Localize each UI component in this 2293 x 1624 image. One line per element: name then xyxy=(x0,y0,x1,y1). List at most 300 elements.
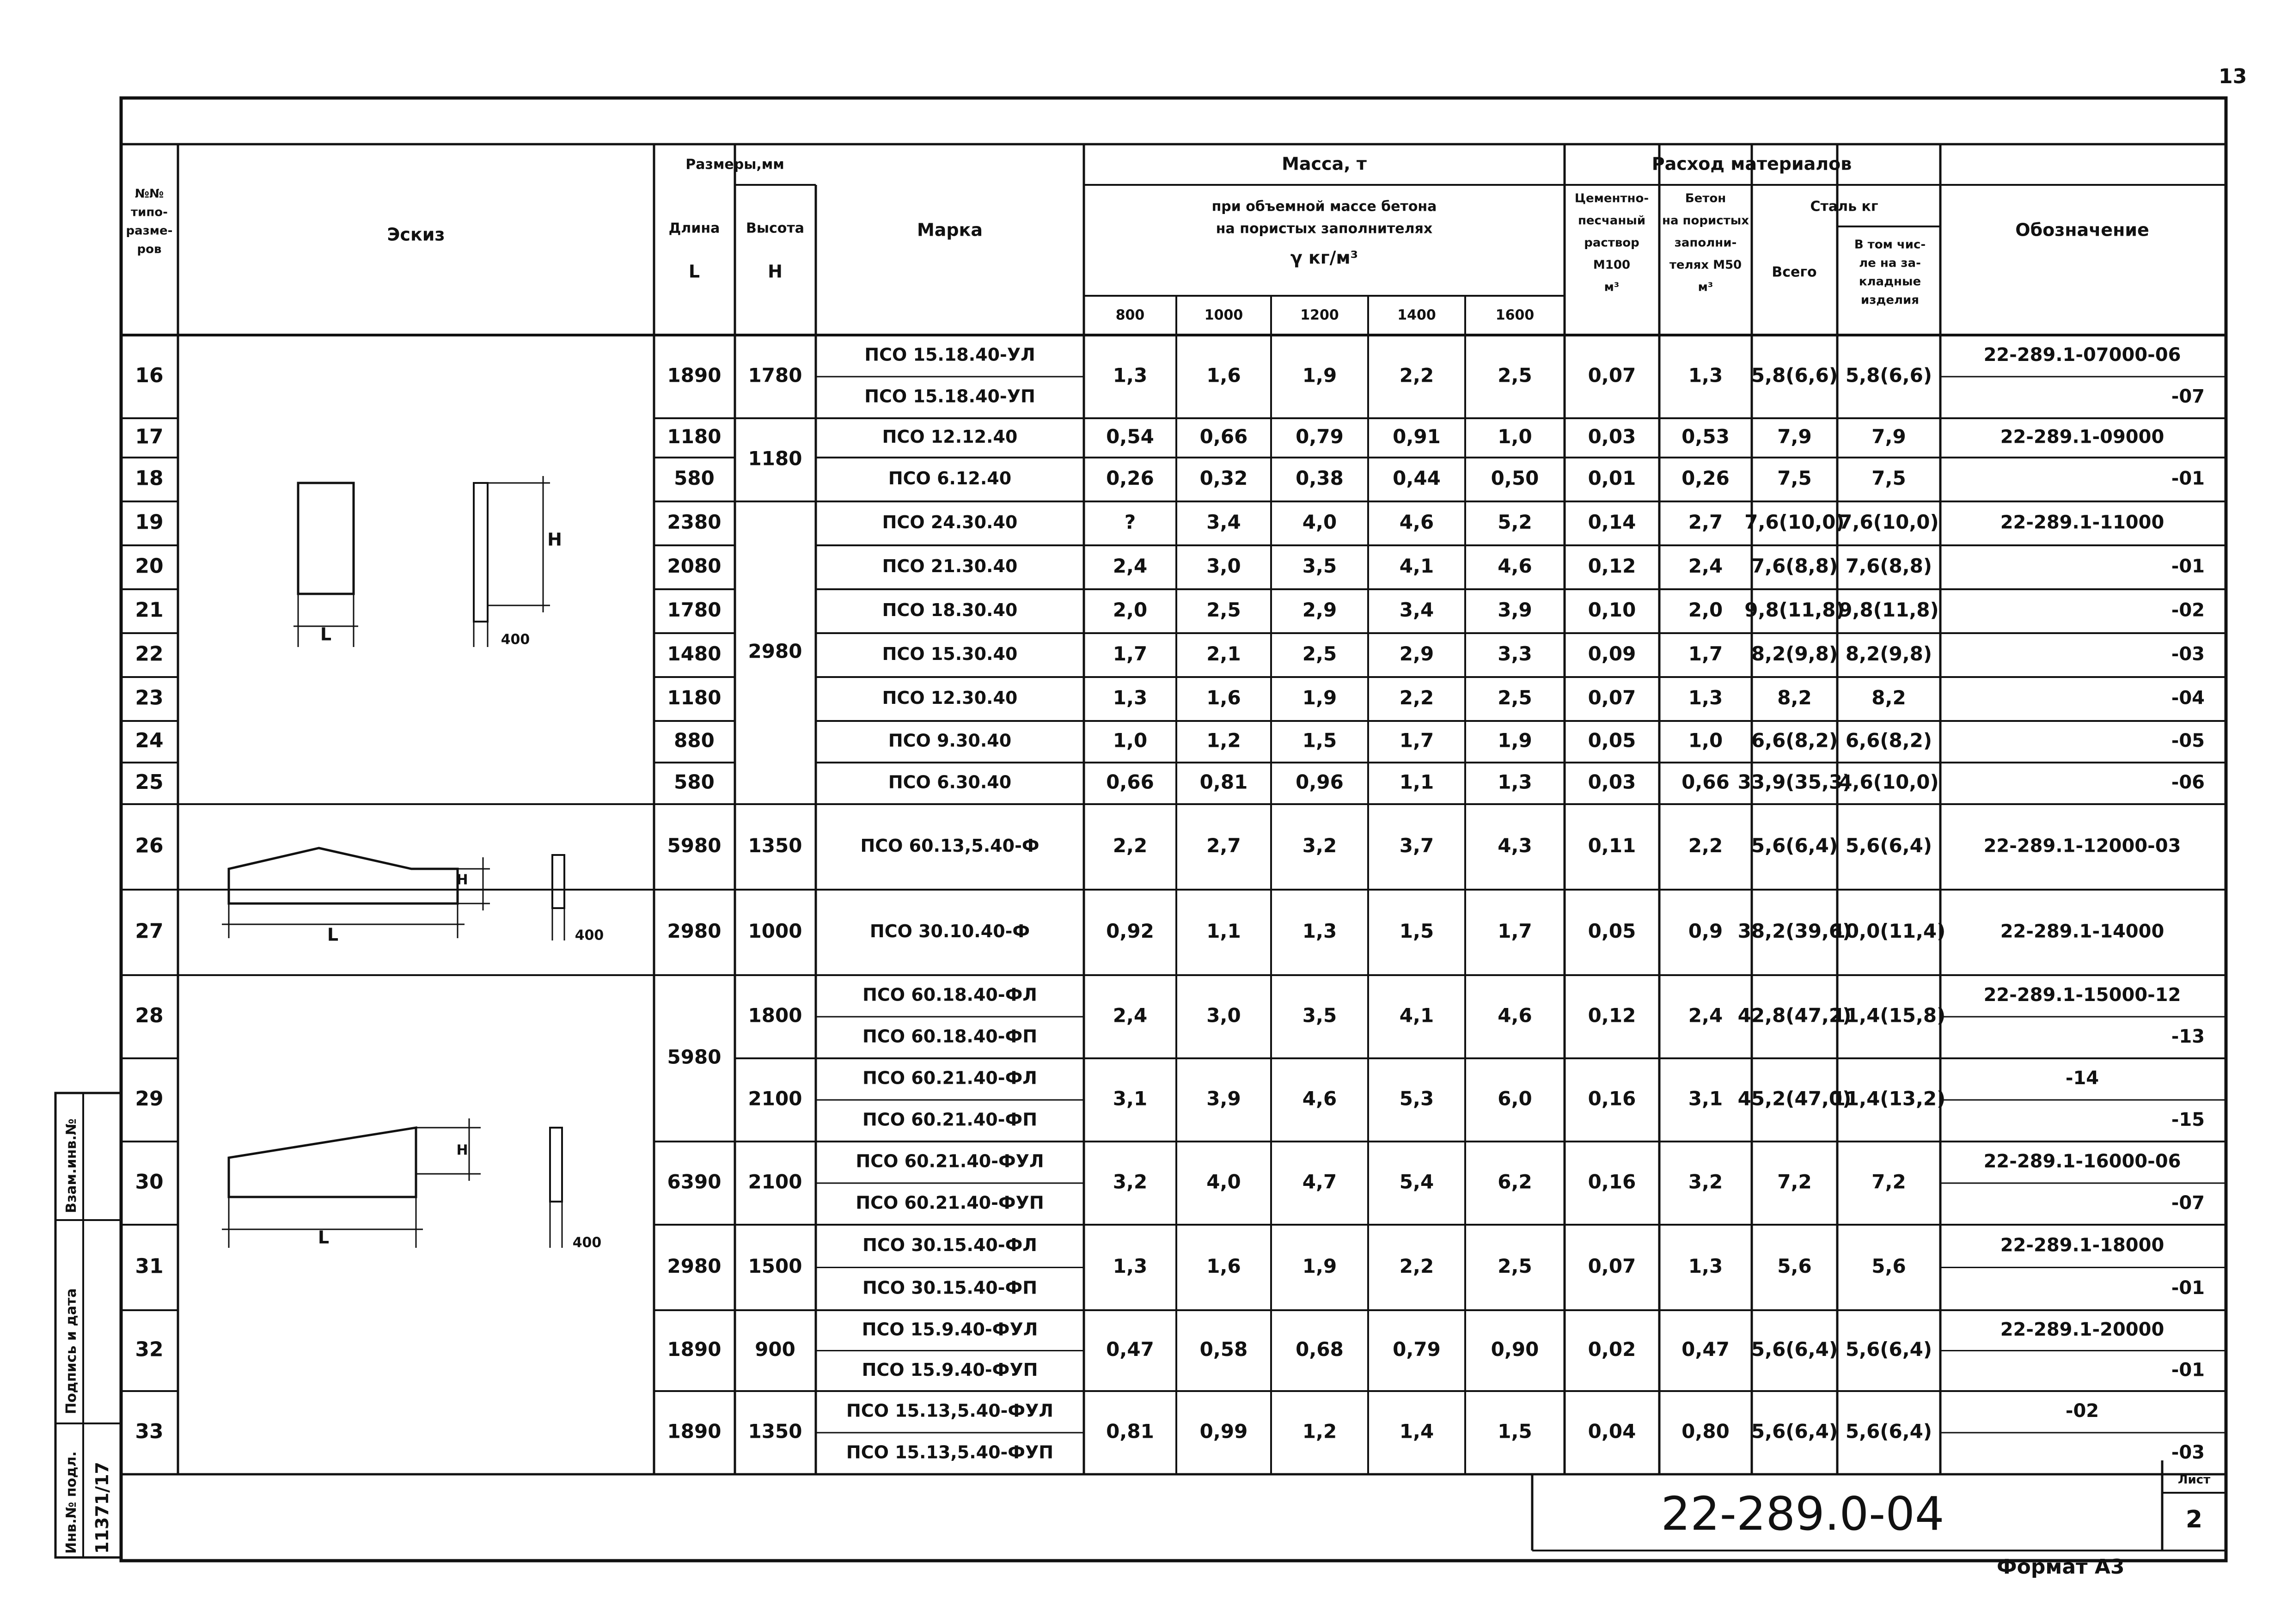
table-row xyxy=(121,640,2226,678)
cell-mark: ПСО 6.30.40 xyxy=(888,772,1012,793)
cell-mass-1200: 4,7 xyxy=(1302,1170,1337,1193)
cell-mark: ПСО 60.13,5.40-Ф xyxy=(860,836,1039,856)
row-number: 19 xyxy=(135,510,164,534)
cell-designation: 22-289.1-20000 xyxy=(2000,1319,2165,1340)
cell-steel-embedded: 4,6(10,0) xyxy=(1839,770,1939,794)
sketches xyxy=(222,476,604,1251)
cell-mark: ПСО 15.13,5.40-ФУП xyxy=(846,1442,1054,1463)
cell-mark: ПСО 18.30.40 xyxy=(882,600,1018,620)
cell-mark: ПСО 21.30.40 xyxy=(882,556,1018,576)
dimension-L xyxy=(222,904,465,938)
cell-concrete: 0,47 xyxy=(1682,1338,1730,1361)
cell-mass-1400: 4,1 xyxy=(1399,1004,1434,1027)
cell-steel-embedded: 8,2 xyxy=(1871,686,1906,709)
table-row xyxy=(121,1234,2226,1310)
row-number: 24 xyxy=(135,729,164,752)
cell-length: 880 xyxy=(674,729,715,752)
cell-mass-1400: 0,91 xyxy=(1393,425,1441,448)
cell-mass-1200: 0,79 xyxy=(1296,425,1344,448)
cell-length: 2380 xyxy=(667,511,722,533)
header-length: Длина xyxy=(668,220,720,237)
row-number: 21 xyxy=(135,598,164,622)
cell-concrete: 2,4 xyxy=(1688,555,1723,577)
cell-mass-1200: 3,2 xyxy=(1302,834,1337,857)
cell-cement: 0,12 xyxy=(1588,1004,1636,1027)
cell-cement: 0,07 xyxy=(1588,364,1636,387)
cell-mass-1600: 2,5 xyxy=(1498,1255,1532,1277)
cell-steel-total: 5,6(6,4) xyxy=(1751,1420,1838,1443)
cell-mark: ПСО 60.18.40-ФЛ xyxy=(862,984,1037,1005)
row-number: 17 xyxy=(135,425,164,449)
cell-steel-embedded: 7,6(10,0) xyxy=(1839,511,1939,533)
cell-cement: 0,07 xyxy=(1588,686,1636,709)
cell-designation: -01 xyxy=(2171,468,2205,489)
cell-height: 1780 xyxy=(748,364,802,387)
table-row xyxy=(121,920,2226,976)
cell-concrete: 1,3 xyxy=(1688,686,1723,709)
label-H: H xyxy=(456,872,468,888)
cell-mass-800: ? xyxy=(1124,511,1136,533)
cell-steel-total: 7,6(8,8) xyxy=(1751,555,1838,577)
label-400: 400 xyxy=(572,1234,602,1251)
cell-mass-1400: 4,1 xyxy=(1399,555,1434,577)
cell-steel-embedded: 10,0(11,4) xyxy=(1832,920,1946,942)
cell-mass-1600: 3,9 xyxy=(1498,598,1532,621)
cell-mass-1400: 5,3 xyxy=(1399,1087,1434,1110)
table-row xyxy=(121,770,2226,804)
header-density-4: 1600 xyxy=(1495,307,1535,324)
cell-mass-1400: 2,9 xyxy=(1399,642,1434,665)
row-number: 25 xyxy=(135,770,164,794)
cell-mark: ПСО 12.30.40 xyxy=(882,688,1018,708)
cell-mark: ПСО 15.13,5.40-ФУЛ xyxy=(846,1400,1053,1421)
cell-cement: 0,03 xyxy=(1588,425,1636,448)
cell-mark: ПСО 60.18.40-ФП xyxy=(862,1026,1037,1047)
cell-steel-embedded: 5,6(6,4) xyxy=(1845,834,1932,857)
cell-mass-1200: 0,96 xyxy=(1296,770,1344,794)
cell-designation: -13 xyxy=(2171,1026,2205,1047)
cell-mass-1600: 6,2 xyxy=(1498,1170,1532,1193)
header-steel-embedded-0: В том чис- xyxy=(1854,238,1926,252)
header-height: Высота xyxy=(746,220,805,237)
header-mass-sub-1: на пористых заполнителях xyxy=(1216,220,1433,237)
cell-length: 2980 xyxy=(667,1255,722,1277)
table-row xyxy=(121,1068,2226,1142)
row-number: 16 xyxy=(135,364,164,387)
header-concrete-2: заполни- xyxy=(1674,236,1737,250)
cell-designation: 22-289.1-18000 xyxy=(2000,1234,2165,1256)
cell-mass-1600: 0,50 xyxy=(1491,467,1539,489)
cell-mass-800: 2,0 xyxy=(1113,598,1148,621)
cell-mass-1400: 4,6 xyxy=(1399,511,1434,533)
sloped-panel-sketch xyxy=(229,1128,416,1197)
cell-steel-embedded: 7,6(8,8) xyxy=(1845,555,1932,577)
stamp-inv-original: Инв.№ подл. xyxy=(63,1451,79,1554)
cell-steel-embedded: 6,6(8,2) xyxy=(1845,729,1932,752)
cell-mass-800: 1,7 xyxy=(1113,642,1148,665)
header-density-0: 800 xyxy=(1115,307,1145,324)
cell-steel-total: 45,2(47,0) xyxy=(1737,1087,1852,1110)
cell-mass-800: 0,92 xyxy=(1106,920,1154,942)
cell-designation: 22-289.1-07000-06 xyxy=(1983,344,2181,366)
table-grid xyxy=(121,144,2226,1474)
cell-mass-800: 0,81 xyxy=(1106,1420,1154,1443)
header-materials: Расход материалов xyxy=(1651,153,1852,174)
cell-concrete: 1,3 xyxy=(1688,364,1723,387)
dimension-400 xyxy=(550,1202,562,1248)
cell-mass-1200: 0,38 xyxy=(1296,467,1344,489)
sheet-number: 2 xyxy=(2185,1506,2203,1533)
cell-designation: 22-289.1-09000 xyxy=(2000,426,2165,448)
cell-mass-1000: 0,99 xyxy=(1199,1420,1248,1443)
cell-steel-total: 8,2(9,8) xyxy=(1751,642,1838,665)
row-number: 18 xyxy=(135,466,164,490)
header-length-symbol: L xyxy=(688,261,700,282)
row-number: 33 xyxy=(135,1420,164,1443)
table-row xyxy=(121,686,2226,721)
cell-mass-1400: 0,79 xyxy=(1393,1338,1441,1361)
cell-mass-1000: 0,66 xyxy=(1199,425,1248,448)
table-row xyxy=(121,425,2226,470)
cell-length: 1780 xyxy=(667,598,722,621)
cell-length: 6390 xyxy=(667,1170,722,1193)
cell-steel-embedded: 11,4(13,2) xyxy=(1832,1087,1946,1110)
cell-mass-1000: 1,2 xyxy=(1206,729,1241,752)
cell-designation: -04 xyxy=(2171,687,2205,709)
sloped-side-sketch xyxy=(550,1128,562,1202)
cell-designation: 22-289.1-16000-06 xyxy=(1983,1151,2181,1172)
cell-steel-total: 7,2 xyxy=(1777,1170,1812,1193)
cell-mass-1600: 6,0 xyxy=(1498,1087,1532,1110)
panel-front-sketch xyxy=(298,483,354,594)
header-num-line-2: разме- xyxy=(126,224,173,238)
stamp-replace-inv: Взам.инв.№ xyxy=(63,1118,79,1213)
cell-mark: ПСО 60.21.40-ФУП xyxy=(856,1192,1044,1213)
header-density-2: 1200 xyxy=(1300,307,1339,324)
cell-concrete: 0,9 xyxy=(1688,920,1723,942)
cell-steel-embedded: 7,5 xyxy=(1871,467,1906,489)
gable-side-sketch xyxy=(552,855,564,908)
cell-mass-1000: 0,81 xyxy=(1199,770,1248,794)
cell-length: 1480 xyxy=(667,642,722,665)
header-num-line-1: типо- xyxy=(131,205,168,220)
header-concrete-0: Бетон xyxy=(1685,191,1726,206)
cell-concrete: 1,7 xyxy=(1688,642,1723,665)
cell-mass-1000: 2,7 xyxy=(1206,834,1241,857)
cell-mass-1600: 1,9 xyxy=(1498,729,1532,752)
cell-mark: ПСО 9.30.40 xyxy=(888,730,1012,751)
dimension-H xyxy=(416,1118,481,1181)
cell-mark: ПСО 60.21.40-ФУЛ xyxy=(856,1151,1044,1172)
cell-height: 1180 xyxy=(748,447,802,470)
cell-concrete: 1,3 xyxy=(1688,1255,1723,1277)
cell-steel-total: 38,2(39,6) xyxy=(1737,920,1852,942)
cell-concrete: 2,0 xyxy=(1688,598,1723,621)
cell-mass-1000: 2,1 xyxy=(1206,642,1241,665)
row-number: 26 xyxy=(135,834,164,858)
label-400: 400 xyxy=(575,927,604,944)
cell-concrete: 0,66 xyxy=(1682,770,1730,794)
cell-mass-1400: 2,2 xyxy=(1399,364,1434,387)
row-number: 29 xyxy=(135,1087,164,1111)
table-row xyxy=(121,834,2226,890)
cell-cement: 0,05 xyxy=(1588,729,1636,752)
cell-steel-total: 7,9 xyxy=(1777,425,1812,448)
cell-steel-total: 7,5 xyxy=(1777,467,1812,489)
cell-height: 1350 xyxy=(748,1420,802,1443)
cell-steel-total: 6,6(8,2) xyxy=(1751,729,1838,752)
cell-cement: 0,05 xyxy=(1588,920,1636,942)
cell-length: 1890 xyxy=(667,1338,722,1361)
cell-mass-1000: 3,0 xyxy=(1206,1004,1241,1027)
cell-mass-800: 0,66 xyxy=(1106,770,1154,794)
cell-concrete: 0,80 xyxy=(1682,1420,1730,1443)
cell-concrete: 3,1 xyxy=(1688,1087,1723,1110)
table-row xyxy=(121,729,2226,763)
cell-mass-1600: 3,3 xyxy=(1498,642,1532,665)
cell-mass-800: 2,4 xyxy=(1113,555,1148,577)
cell-designation: -01 xyxy=(2171,556,2205,577)
cell-designation: -07 xyxy=(2171,386,2205,407)
header-steel: Сталь кг xyxy=(1810,198,1878,215)
cell-mass-1400: 2,2 xyxy=(1399,686,1434,709)
cell-mark: ПСО 15.18.40-УП xyxy=(864,386,1035,407)
header-concrete-4: м³ xyxy=(1698,280,1713,294)
cell-height: 1800 xyxy=(748,1004,802,1027)
cell-concrete: 2,4 xyxy=(1688,1004,1723,1027)
cell-mark: ПСО 24.30.40 xyxy=(882,512,1018,532)
cell-height: 1350 xyxy=(748,834,802,857)
cell-steel-total: 9,8(11,8) xyxy=(1744,598,1845,621)
cell-designation: -03 xyxy=(2171,643,2205,665)
cell-designation: -01 xyxy=(2171,1359,2205,1381)
cell-designation: -15 xyxy=(2171,1109,2205,1130)
cell-mass-1600: 1,5 xyxy=(1498,1420,1532,1443)
cell-mass-1000: 1,1 xyxy=(1206,920,1241,942)
header-mark: Марка xyxy=(917,220,983,240)
cell-designation: -02 xyxy=(2171,599,2205,621)
cell-mass-1000: 0,32 xyxy=(1199,467,1248,489)
cell-mass-1400: 1,1 xyxy=(1399,770,1434,794)
header-mass: Масса, т xyxy=(1282,153,1367,174)
cell-mark: ПСО 15.18.40-УЛ xyxy=(864,344,1035,365)
header-num-line-3: ров xyxy=(137,242,162,256)
cell-mass-1200: 3,5 xyxy=(1302,555,1337,577)
cell-concrete: 3,2 xyxy=(1688,1170,1723,1193)
cell-steel-embedded: 8,2(9,8) xyxy=(1845,642,1932,665)
cell-cement: 0,12 xyxy=(1588,555,1636,577)
cell-cement: 0,01 xyxy=(1588,467,1636,489)
cell-mass-1400: 1,4 xyxy=(1399,1420,1434,1443)
header-cement-1: песчаный xyxy=(1578,214,1646,228)
cell-height: 2980 xyxy=(748,640,802,663)
cell-cement: 0,14 xyxy=(1588,511,1636,533)
cell-mass-1200: 1,9 xyxy=(1302,1255,1337,1277)
cell-mark: ПСО 30.10.40-Ф xyxy=(869,921,1030,941)
table-row xyxy=(121,598,2226,634)
cell-mark: ПСО 15.9.40-ФУП xyxy=(862,1359,1038,1380)
cell-designation: -01 xyxy=(2171,1277,2205,1299)
row-number: 28 xyxy=(135,1004,164,1027)
cell-mass-1200: 2,5 xyxy=(1302,642,1337,665)
cell-mass-1000: 1,6 xyxy=(1206,1255,1241,1277)
cell-mass-800: 0,54 xyxy=(1106,425,1154,448)
cell-length: 2980 xyxy=(667,920,722,942)
header-mass-unit: γ кг/м³ xyxy=(1290,247,1358,268)
sheet-corner-number: 13 xyxy=(2219,65,2247,88)
table-row xyxy=(121,984,2226,1068)
cell-mark: ПСО 60.21.40-ФЛ xyxy=(862,1068,1037,1088)
side-stamp xyxy=(55,1093,121,1557)
cell-designation: -03 xyxy=(2171,1442,2205,1463)
sheet-label: Лист xyxy=(2177,1473,2211,1487)
header-height-symbol: H xyxy=(768,261,783,282)
cell-mass-1600: 5,2 xyxy=(1498,511,1532,533)
row-number: 20 xyxy=(135,554,164,578)
cell-mass-800: 2,4 xyxy=(1113,1004,1148,1027)
cell-designation: 22-289.1-15000-12 xyxy=(1983,984,2181,1006)
title-block xyxy=(121,1460,2226,1551)
cell-mass-800: 1,3 xyxy=(1113,364,1148,387)
header-density-3: 1400 xyxy=(1397,307,1436,324)
cell-designation: -14 xyxy=(2065,1068,2099,1089)
row-number: 31 xyxy=(135,1254,164,1278)
cell-mark: ПСО 60.21.40-ФП xyxy=(862,1109,1037,1130)
cell-mass-1200: 1,2 xyxy=(1302,1420,1337,1443)
cell-designation: -05 xyxy=(2171,730,2205,751)
cell-mass-1600: 4,6 xyxy=(1498,555,1532,577)
cell-mass-1600: 2,5 xyxy=(1498,686,1532,709)
cell-steel-embedded: 7,2 xyxy=(1871,1170,1906,1193)
header-density-1: 1000 xyxy=(1204,307,1243,324)
cell-cement: 0,03 xyxy=(1588,770,1636,794)
cell-mass-1000: 2,5 xyxy=(1206,598,1241,621)
table-row xyxy=(121,1151,2226,1225)
cell-mass-1200: 2,9 xyxy=(1302,598,1337,621)
stamp-inv-value: 11371/17 xyxy=(92,1462,112,1554)
cell-mass-1200: 1,9 xyxy=(1302,686,1337,709)
cell-designation: -02 xyxy=(2065,1400,2099,1422)
cell-length: 2080 xyxy=(667,555,722,577)
cell-length: 1180 xyxy=(667,686,722,709)
cell-designation: 22-289.1-11000 xyxy=(2000,512,2165,533)
cell-length: 1890 xyxy=(667,364,722,387)
cell-mass-1200: 1,5 xyxy=(1302,729,1337,752)
cell-steel-embedded: 5,8(6,6) xyxy=(1845,364,1932,387)
header-steel-all: Всего xyxy=(1772,264,1817,281)
cell-cement: 0,09 xyxy=(1588,642,1636,665)
cell-mass-800: 3,2 xyxy=(1113,1170,1148,1193)
cell-mass-800: 1,3 xyxy=(1113,1255,1148,1277)
cell-mass-1000: 3,0 xyxy=(1206,555,1241,577)
cell-mass-1200: 0,68 xyxy=(1296,1338,1344,1361)
cell-mark: ПСО 30.15.40-ФП xyxy=(862,1277,1037,1298)
cell-length: 5980 xyxy=(667,834,722,857)
cell-mass-1400: 3,7 xyxy=(1399,834,1434,857)
cell-mass-1600: 0,90 xyxy=(1491,1338,1539,1361)
cell-mass-1600: 2,5 xyxy=(1498,364,1532,387)
cell-cement: 0,10 xyxy=(1588,598,1636,621)
cell-mass-1400: 3,4 xyxy=(1399,598,1434,621)
cell-concrete: 2,2 xyxy=(1688,834,1723,857)
cell-height: 900 xyxy=(755,1338,795,1361)
header-steel-embedded-3: изделия xyxy=(1861,293,1919,307)
cell-mass-1600: 1,7 xyxy=(1498,920,1532,942)
cell-height: 1500 xyxy=(748,1255,802,1277)
header-cement-4: м³ xyxy=(1604,280,1620,294)
cell-mass-1400: 1,7 xyxy=(1399,729,1434,752)
document-code: 22-289.0-04 xyxy=(1661,1487,1944,1541)
cell-mass-1200: 4,0 xyxy=(1302,511,1337,533)
header-dimensions: Размеры,мм xyxy=(685,156,784,173)
cell-steel-total: 33,9(35,3) xyxy=(1737,770,1852,794)
cell-mass-1000: 1,6 xyxy=(1206,686,1241,709)
label-L: L xyxy=(320,624,332,645)
cell-height: 1000 xyxy=(748,920,802,942)
cell-steel-total: 8,2 xyxy=(1777,686,1812,709)
cell-length: 580 xyxy=(674,770,715,794)
header-cement-0: Цементно- xyxy=(1574,191,1649,206)
cell-mass-800: 0,26 xyxy=(1106,467,1154,489)
cell-mass-1000: 1,6 xyxy=(1206,364,1241,387)
dimension-400 xyxy=(552,908,564,940)
cell-mass-800: 0,47 xyxy=(1106,1338,1154,1361)
cell-length: 1890 xyxy=(667,1420,722,1443)
header-cement-3: М100 xyxy=(1593,258,1631,272)
cell-concrete: 0,26 xyxy=(1682,467,1730,489)
cell-cement: 0,16 xyxy=(1588,1087,1636,1110)
label-400: 400 xyxy=(501,631,530,648)
header-steel-embedded-2: кладные xyxy=(1859,275,1921,289)
cell-concrete: 2,7 xyxy=(1688,511,1723,533)
cell-mass-1200: 4,6 xyxy=(1302,1087,1337,1110)
cell-mass-1600: 1,0 xyxy=(1498,425,1532,448)
cell-length: 5980 xyxy=(667,1045,722,1068)
cell-steel-total: 5,6(6,4) xyxy=(1751,1338,1838,1361)
cell-height: 2100 xyxy=(748,1170,802,1193)
cell-mark: ПСО 6.12.40 xyxy=(888,468,1012,488)
row-number: 27 xyxy=(135,919,164,943)
cell-designation: -07 xyxy=(2171,1192,2205,1214)
table-row xyxy=(121,1319,2226,1391)
cell-cement: 0,04 xyxy=(1588,1420,1636,1443)
header-concrete-1: на пористых xyxy=(1662,214,1749,228)
cell-steel-total: 7,6(10,0) xyxy=(1744,511,1845,533)
cell-designation: -06 xyxy=(2171,772,2205,793)
stamp-signature-date: Подпись и дата xyxy=(63,1288,79,1414)
cell-mark: ПСО 30.15.40-ФЛ xyxy=(862,1234,1037,1255)
cell-steel-total: 42,8(47,2) xyxy=(1737,1004,1852,1027)
cell-mass-1400: 1,5 xyxy=(1399,920,1434,942)
cell-designation: 22-289.1-12000-03 xyxy=(1983,835,2181,857)
cell-steel-embedded: 5,6(6,4) xyxy=(1845,1420,1932,1443)
cell-mass-1000: 3,4 xyxy=(1206,511,1241,533)
header-designation: Обозначение xyxy=(2015,220,2149,240)
panel-side-sketch xyxy=(474,483,488,622)
cell-concrete: 1,0 xyxy=(1688,729,1723,752)
cell-length: 580 xyxy=(674,467,715,489)
row-number: 22 xyxy=(135,642,164,666)
header-mass-sub-0: при объемной массе бетона xyxy=(1211,198,1437,215)
row-number: 23 xyxy=(135,686,164,710)
cell-mass-1400: 0,44 xyxy=(1393,467,1441,489)
cell-mass-800: 1,0 xyxy=(1113,729,1148,752)
header-cement-2: раствор xyxy=(1584,236,1639,250)
cell-steel-total: 5,8(6,6) xyxy=(1751,364,1838,387)
table-row xyxy=(121,344,2226,418)
header-sketch: Эскиз xyxy=(387,224,445,245)
header-concrete-3: телях М50 xyxy=(1669,258,1742,272)
